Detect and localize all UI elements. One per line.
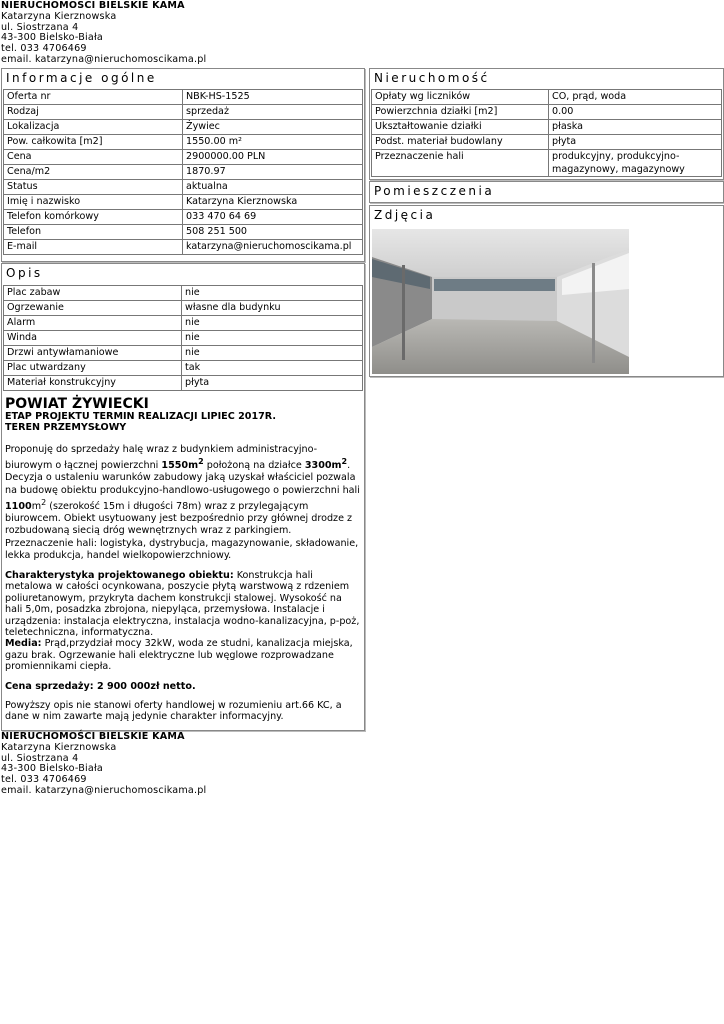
- description-feature-label: Ogrzewanie: [4, 301, 182, 316]
- description-feature-value: nie: [182, 331, 363, 346]
- description-feature-row: [4, 286, 363, 301]
- general-info-row: [4, 105, 363, 120]
- general-info-row: [4, 195, 363, 210]
- general-info-row: [4, 165, 363, 180]
- agency-email: email. katarzyna@nieruchomoscikama.pl: [1, 53, 207, 65]
- description-sub2: TEREN PRZEMYSŁOWY: [5, 422, 127, 434]
- property-row: [372, 135, 722, 150]
- general-info-value: NBK-HS-1525: [183, 90, 363, 105]
- general-info-value: 1550.00 m²: [183, 135, 363, 150]
- description-paragraph-2: Charakterystyka projektowanego obiektu: Konstrukcja hali metalowa w całości ocynkowana, poszycie płytą warstwową z rdzeniem poliuretanowym, przykryta dachem konstrukcji stalowej. Wysokość na hali 5,0m, posadzka zbrojona, niepyląca, przemysłowa. Instalacje i urządzenia: instalacja elektryczna, instalacja wodno-kanalizacyjna, p-poż, teletechniczna, informatyczna. Media: Prąd,przydział mocy 32kW, woda ze studni, kanalizacja miejska, gazu brak. Ogrzewanie hali elektryczne lub węglowe rozprowadzane promiennikami ciepła.: [5, 570, 360, 673]
- general-info-value: aktualna: [183, 180, 363, 195]
- description-feature-row: [4, 376, 363, 391]
- general-info-row: [4, 135, 363, 150]
- property-value: płyta: [549, 135, 722, 150]
- general-info-table: [3, 89, 363, 255]
- general-info-row: [4, 225, 363, 240]
- photos-section: [369, 205, 724, 377]
- property-row: [372, 90, 722, 105]
- description-feature-value: własne dla budynku: [182, 301, 363, 316]
- general-info-label: Telefon: [4, 225, 183, 240]
- description-feature-value: nie: [182, 346, 363, 361]
- general-info-value: sprzedaż: [183, 105, 363, 120]
- description-feature-value: płyta: [182, 376, 363, 391]
- description-sub1: ETAP PROJEKTU TERMIN REALIZACJI LIPIEC 2017R.: [5, 411, 277, 422]
- property-label: Powierzchnia działki [m2]: [372, 105, 549, 120]
- rooms-section: [369, 181, 724, 203]
- general-info-value: 508 251 500: [183, 225, 363, 240]
- general-info-value: 1870.97: [183, 165, 363, 180]
- description-feature-value: nie: [182, 286, 363, 301]
- description-feature-row: [4, 301, 363, 316]
- general-info-value: 033 470 64 69: [183, 210, 363, 225]
- footer-agency-name: NIERUCHOMOŚCI BIELSKIE KAMA: [1, 731, 185, 742]
- property-title: Nieruchomość: [374, 71, 490, 85]
- property-section: [369, 68, 724, 180]
- agency-header: [1, 1, 206, 66]
- general-info-section: [1, 68, 365, 262]
- description-price: Cena sprzedaży: 2 900 000zł netto.: [5, 680, 196, 692]
- description-disclaimer: Powyższy opis nie stanowi oferty handlowej w rozumieniu art.66 KC, a dane w nim zawarte mają jedynie charakter informacyjny.: [5, 700, 342, 723]
- description-table: [3, 285, 363, 391]
- description-feature-label: Winda: [4, 331, 182, 346]
- general-info-label: Status: [4, 180, 183, 195]
- description-feature-value: nie: [182, 316, 363, 331]
- description-title: Opis: [6, 266, 43, 280]
- general-info-value: Żywiec: [183, 120, 363, 135]
- general-info-label: Cena/m2: [4, 165, 183, 180]
- description-paragraph-1: Proponuję do sprzedaży halę wraz z budynkiem administracyjno-biurowym o łącznej powierzchni $1550m^2$ położoną na działce $3300m^2$. Decyzja o ustaleniu warunków zabudowy jaką uzyskał właściciel pozwala na budowę obiektu produkcyjno-handlowo-usługowego o powierzchni hali $1100m^2$ (szerokość 15m i długości 78m) wraz z przylegającym biurowcem. Obiekt usytuowany jest bezpośrednio przy głównej drodze z rozbudowaną siecią dróg wewnętrznych wraz z parkingiem. Przeznaczenie hali: logistyka, dystrybucja, magazynowanie, składowanie, lekka produkcja, handel wielkopowierzchniowy.: [5, 443, 360, 561]
- description-feature-row: [4, 316, 363, 331]
- general-info-label: Rodzaj: [4, 105, 183, 120]
- description-heading: POWIAT ŻYWIECKI: [5, 396, 149, 412]
- general-info-value: 2900000.00 PLN: [183, 150, 363, 165]
- agency-street: ul. Siostrzana 4: [1, 21, 79, 33]
- agency-footer: [1, 732, 206, 797]
- general-info-label: Lokalizacja: [4, 120, 183, 135]
- footer-agency-phone: tel. 033 4706469: [1, 774, 87, 786]
- description-text: [2, 391, 364, 723]
- description-feature-value: tak: [182, 361, 363, 376]
- description-feature-row: [4, 331, 363, 346]
- hall-interior-image: [372, 229, 629, 374]
- general-info-row: [4, 180, 363, 195]
- agency-name: NIERUCHOMOŚCI BIELSKIE KAMA: [1, 0, 185, 11]
- property-row: [372, 105, 722, 120]
- description-feature-row: [4, 361, 363, 376]
- description-feature-label: Materiał konstrukcyjny: [4, 376, 182, 391]
- agency-phone: tel. 033 4706469: [1, 43, 87, 55]
- general-info-value: Katarzyna Kierznowska: [183, 195, 363, 210]
- general-info-label: Telefon komórkowy: [4, 210, 183, 225]
- general-info-label: Oferta nr: [4, 90, 183, 105]
- description-feature-label: Drzwi antywłamaniowe: [4, 346, 182, 361]
- description-feature-label: Alarm: [4, 316, 182, 331]
- general-info-row: [4, 210, 363, 225]
- property-value: 0.00: [549, 105, 722, 120]
- footer-agency-person: Katarzyna Kierznowska: [1, 741, 117, 753]
- general-info-label: E-mail: [4, 240, 183, 255]
- agency-city: 43-300 Bielsko-Biała: [1, 32, 103, 44]
- footer-agency-city: 43-300 Bielsko-Biała: [1, 763, 103, 775]
- agency-person: Katarzyna Kierznowska: [1, 10, 117, 22]
- property-label: Podst. materiał budowlany: [372, 135, 549, 150]
- general-info-row: [4, 120, 363, 135]
- general-info-row: [4, 90, 363, 105]
- general-info-label: Imię i nazwisko: [4, 195, 183, 210]
- property-row: [372, 120, 722, 135]
- general-info-title: Informacje ogólne: [6, 71, 157, 85]
- footer-agency-email: email. katarzyna@nieruchomoscikama.pl: [1, 784, 207, 796]
- property-label: Ukształtowanie działki: [372, 120, 549, 135]
- general-info-value: katarzyna@nieruchomoscikama.pl: [183, 240, 363, 255]
- description-feature-label: Plac utwardzany: [4, 361, 182, 376]
- description-feature-row: [4, 346, 363, 361]
- property-row: [372, 150, 722, 177]
- property-value: płaska: [549, 120, 722, 135]
- property-label: Opłaty wg liczników: [372, 90, 549, 105]
- rooms-title: Pomieszczenia: [374, 184, 495, 198]
- property-value: produkcyjny, produkcyjno-magazynowy, magazynowy: [549, 150, 722, 177]
- general-info-row: [4, 150, 363, 165]
- property-table: [371, 89, 722, 177]
- property-label: Przeznaczenie hali: [372, 150, 549, 177]
- hall-photo[interactable]: [372, 229, 629, 374]
- footer-agency-street: ul. Siostrzana 4: [1, 752, 79, 764]
- property-value: CO, prąd, woda: [549, 90, 722, 105]
- general-info-label: Pow. całkowita [m2]: [4, 135, 183, 150]
- photos-title: Zdjęcia: [374, 208, 436, 222]
- description-section: [1, 263, 365, 731]
- general-info-label: Cena: [4, 150, 183, 165]
- general-info-row: [4, 240, 363, 255]
- description-feature-label: Plac zabaw: [4, 286, 182, 301]
